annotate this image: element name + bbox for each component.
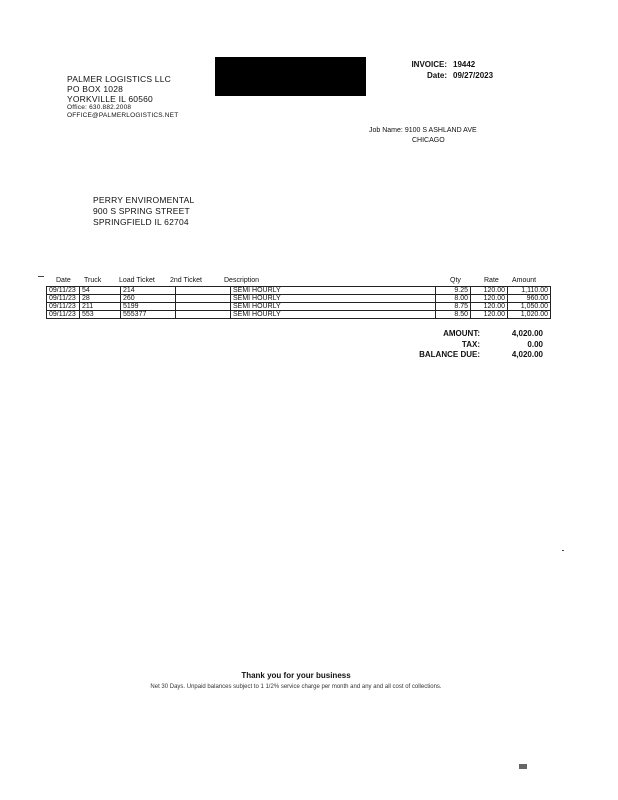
cell-amount: 1,110.00 (508, 287, 551, 295)
company-office-phone: Office: 630.882.2008 (67, 104, 132, 111)
cell-truck: 54 (80, 287, 121, 295)
bill-to-street: 900 S SPRING STREET (93, 206, 190, 216)
company-address-line1: PO BOX 1028 (67, 84, 124, 94)
company-name: PALMER LOGISTICS LLC (67, 74, 171, 84)
redaction-box (215, 57, 366, 96)
job-name-block (369, 126, 477, 135)
invoice-date-label: Date: (426, 71, 447, 80)
header-amount: Amount (512, 277, 537, 284)
cell-qty: 8.50 (436, 311, 471, 319)
scan-speck (38, 276, 44, 277)
header-description: Description (224, 277, 260, 284)
cell-load-ticket: 5199 (121, 303, 176, 311)
invoice-info (407, 59, 493, 81)
amount-label: AMOUNT: (443, 329, 480, 338)
cell-description: SEMI HOURLY (231, 287, 436, 295)
cell-load-ticket: 260 (121, 295, 176, 303)
cell-description: SEMI HOURLY (231, 311, 436, 319)
table-row (47, 311, 551, 319)
invoice-number-label: INVOICE: (411, 60, 447, 69)
cell-load-ticket: 214 (121, 287, 176, 295)
cell-second-ticket (176, 303, 231, 311)
header-rate: Rate (484, 277, 499, 284)
cell-qty: 9.25 (436, 287, 471, 295)
cell-date: 09/11/23 (47, 303, 80, 311)
table-row (47, 303, 551, 311)
cell-second-ticket (176, 295, 231, 303)
cell-amount: 1,050.00 (508, 303, 551, 311)
company-block (67, 74, 178, 120)
cell-rate: 120.00 (471, 311, 508, 319)
tax-value: 0.00 (527, 340, 543, 349)
header-2nd-ticket: 2nd Ticket (170, 277, 202, 284)
line-items-table (46, 286, 551, 319)
amount-value: 4,020.00 (511, 329, 543, 338)
bill-to-city: SPRINGFIELD IL 62704 (93, 217, 189, 227)
job-name-line2: CHICAGO (412, 137, 445, 144)
balance-due-value: 4,020.00 (511, 350, 543, 359)
job-name-line1: 9100 S ASHLAND AVE (404, 127, 477, 134)
bill-to-block (93, 195, 194, 228)
thank-you-text: Thank you for your business (241, 671, 351, 680)
invoice-date: 09/27/2023 (453, 71, 494, 80)
cell-date: 09/11/23 (47, 311, 80, 319)
table-row (47, 295, 551, 303)
scan-speck (519, 764, 527, 769)
payment-terms: Net 30 Days. Unpaid balances subject to 1 1/2% service charge per month and any and all cost of collections. (150, 684, 442, 690)
cell-truck: 211 (80, 303, 121, 311)
cell-second-ticket (176, 311, 231, 319)
header-qty: Qty (450, 277, 461, 284)
cell-truck: 28 (80, 295, 121, 303)
company-email: OFFICE@PALMERLOGISTICS.NET (67, 112, 179, 119)
invoice-number: 19442 (453, 60, 476, 69)
cell-qty: 8.00 (436, 295, 471, 303)
cell-date: 09/11/23 (47, 295, 80, 303)
balance-due-label: BALANCE DUE: (419, 350, 480, 359)
cell-load-ticket: 555377 (121, 311, 176, 319)
cell-truck: 553 (80, 311, 121, 319)
scan-speck (562, 550, 564, 551)
bill-to-name: PERRY ENVIROMENTAL (93, 195, 195, 205)
cell-description: SEMI HOURLY (231, 303, 436, 311)
cell-amount: 960.00 (508, 295, 551, 303)
header-date: Date (56, 277, 71, 284)
cell-amount: 1,020.00 (508, 311, 551, 319)
cell-rate: 120.00 (471, 303, 508, 311)
tax-label: TAX: (461, 340, 480, 349)
cell-rate: 120.00 (471, 287, 508, 295)
cell-rate: 120.00 (471, 295, 508, 303)
cell-date: 09/11/23 (47, 287, 80, 295)
company-address-line2: YORKVILLE IL 60560 (67, 94, 153, 104)
cell-description: SEMI HOURLY (231, 295, 436, 303)
job-name-label: Job Name: (369, 127, 403, 134)
table-row (47, 287, 551, 295)
cell-second-ticket (176, 287, 231, 295)
header-load-ticket: Load Ticket (119, 277, 155, 284)
cell-qty: 8.75 (436, 303, 471, 311)
header-truck: Truck (84, 277, 102, 284)
